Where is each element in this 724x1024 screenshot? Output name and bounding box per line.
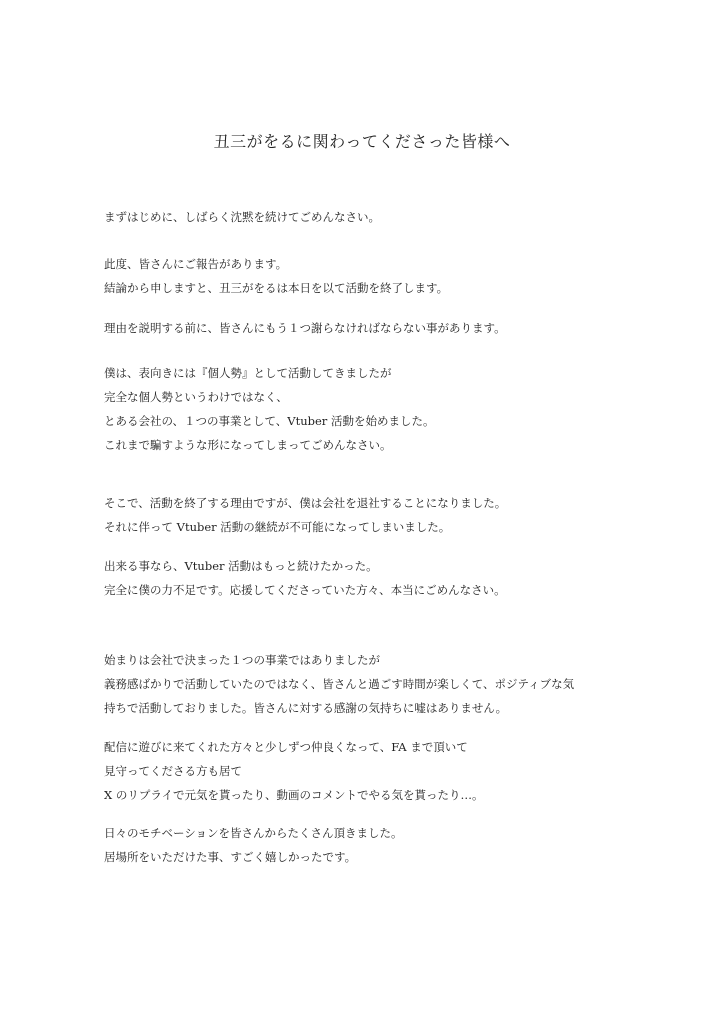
paragraph-company-disclosure	[104, 361, 704, 457]
text-line: まずはじめに、しばらく沈黙を続けてごめんなさい。	[104, 210, 380, 224]
text-line: 居場所をいただけた事、すごく嬉しかったです。	[104, 850, 357, 864]
text-line: 完全な個人勢というわけではなく、	[104, 390, 288, 404]
text-line: 結論から申しますと、丑三がをるは本日を以て活動を終了します。	[104, 281, 449, 295]
page-title: 丑三がをるに関わってくださった皆様へ	[213, 132, 511, 151]
paragraph-apology-silence	[104, 205, 704, 229]
text-line: そこで、活動を終了する理由ですが、僕は会社を退社することになりました。	[104, 496, 507, 510]
text-line: 此度、皆さんにご報告があります。	[104, 257, 288, 271]
text-line: 日々のモチベーションを皆さんからたくさん頂きました。	[104, 826, 403, 840]
text-line: 僕は、表向きには『個人勢』として活動してきましたが	[104, 366, 392, 380]
text-line: 義務感ばかりで活動していたのではなく、皆さんと過ごす時間が楽しくて、ポジティブな気	[104, 677, 575, 691]
paragraph-gratitude	[104, 648, 704, 720]
paragraph-reason	[104, 491, 704, 539]
text-line: 持ちで活動しておりました。皆さんに対する感謝の気持ちに嘘はありません。	[104, 701, 508, 715]
paragraph-another-apology	[104, 316, 704, 340]
paragraph-regret	[104, 554, 704, 602]
paragraph-memories	[104, 735, 704, 807]
paragraph-announcement	[104, 252, 704, 300]
text-line: それに伴って Vtuber 活動の継続が不可能になってしまいました。	[104, 520, 451, 534]
text-line: とある会社の、１つの事業として、Vtuber 活動を始めました。	[104, 414, 435, 428]
paragraph-thanks	[104, 821, 704, 869]
text-line: X のリプライで元気を貰ったり、動画のコメントでやる気を貰ったり…。	[104, 788, 484, 802]
text-line: 見守ってくださる方も居て	[104, 764, 242, 778]
text-line: 出来る事なら、Vtuber 活動はもっと続けたかった。	[104, 559, 378, 573]
text-line: これまで騙すような形になってしまってごめんなさい。	[104, 438, 392, 452]
text-line: 始まりは会社で決まった１つの事業ではありましたが	[104, 653, 380, 667]
text-line: 配信に遊びに来てくれた方々と少しずつ仲良くなって、FA まで頂いて	[104, 740, 468, 754]
text-line: 理由を説明する前に、皆さんにもう１つ謝らなければならない事があります。	[104, 321, 506, 335]
text-line: 完全に僕の力不足です。応援してくださっていた方々、本当にごめんなさい。	[104, 583, 506, 597]
